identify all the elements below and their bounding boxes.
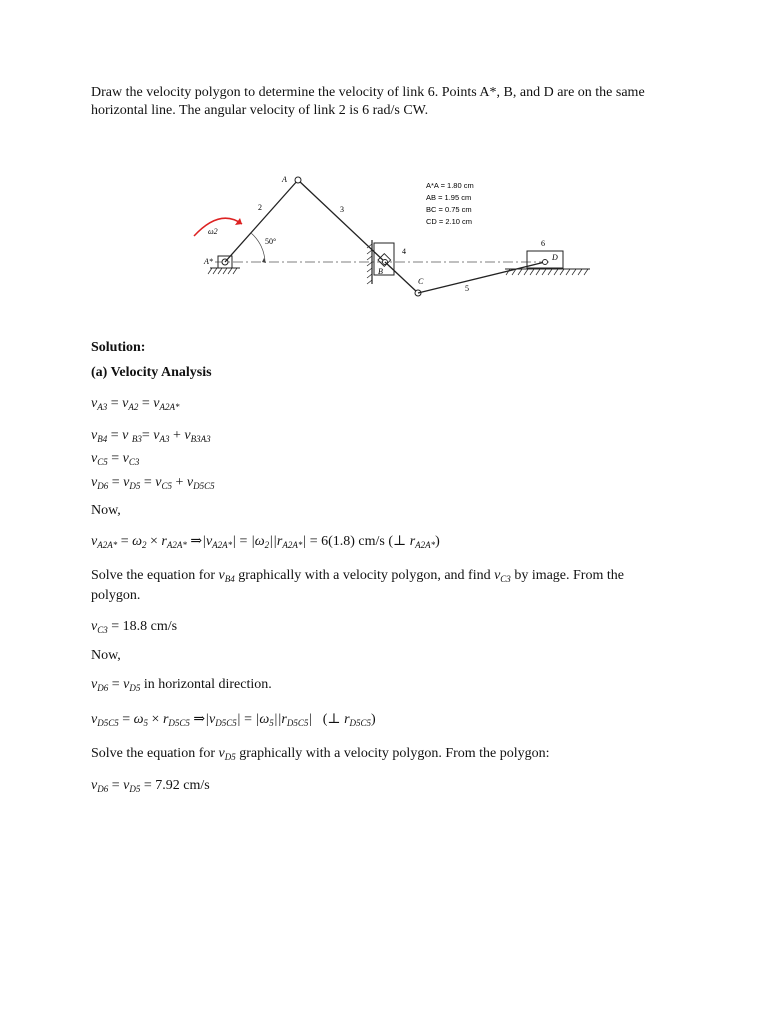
label-link-4: 4 <box>402 247 406 256</box>
polygon-word: polygon. <box>91 588 141 603</box>
omega-arrow <box>194 218 242 236</box>
label-d: D <box>552 253 558 262</box>
label-angle: 50° <box>265 237 277 246</box>
label-c: C <box>418 277 424 286</box>
solve-text-2: Solve the equation for $v_{D5}$ graphically with a velocity polygon. From the polygon: <box>91 746 550 762</box>
vc3-value: 18.8 cm/s <box>122 619 178 634</box>
problem-line-1: Draw the velocity polygon to determine the velocity of link 6. Points A*, B, and D are on the same <box>91 85 645 100</box>
solve1-a: Solve the equation for <box>91 568 216 583</box>
label-link-2: 2 <box>258 203 262 212</box>
equation-vd6: $v_{D6} = v_{D5} = 7.92$ cm/s <box>91 778 210 794</box>
link-3-extension <box>385 262 418 293</box>
equation-6: $v_{D5C5} = \omega_5 \times r_{D5C5}$ $\Rightarrow|v_{D5C5}| = |\omega_5||r_{D5C5}|$ (⊥ $r_{D5C5}$) <box>91 712 376 728</box>
label-link-3: 3 <box>340 205 344 214</box>
velocity-analysis-heading: (a) Velocity Analysis <box>91 365 212 380</box>
dim-line-3: BC = 0.75 cm <box>426 205 472 214</box>
horizontal-text: in horizontal direction. <box>143 677 272 692</box>
angle-arc <box>251 233 265 262</box>
label-a-star: A* <box>204 257 213 266</box>
solve2-b: graphically with a velocity polygon. From the polygon: <box>239 746 550 761</box>
label-link-5: 5 <box>465 284 469 293</box>
dim-line-2: AB = 1.95 cm <box>426 193 472 202</box>
horizontal-line: $v_{D6} = v_{D5}$ in horizontal direction. <box>91 677 272 693</box>
label-b: B <box>378 267 383 276</box>
equation-vc3: $v_{C3} = 18.8$ cm/s <box>91 619 178 635</box>
problem-line-2: horizontal line. The angular velocity of link 2 is 6 rad/s CW. <box>91 103 429 118</box>
label-a: A <box>282 175 287 184</box>
mechanism-figure <box>180 168 600 308</box>
slider-4-wall <box>367 240 394 284</box>
vd6-value: 7.92 cm/s <box>155 778 210 793</box>
dim-line-4: CD = 2.10 cm <box>426 217 473 226</box>
now-text-2: Now, <box>91 648 121 663</box>
equation-4: $v_{D6} = v_{D5} = v_{C5} + v_{D5C5}$ <box>91 475 215 491</box>
label-link-6: 6 <box>541 239 545 248</box>
solve1-c: by image. From the <box>514 568 624 583</box>
joint-a <box>295 177 301 183</box>
label-omega: ω2 <box>208 227 218 236</box>
equation-1: $v_{A3} = v_{A2} = v_{A2A*}$ <box>91 396 180 412</box>
dim-line-1: A*A = 1.80 cm <box>426 181 474 190</box>
equation-2: $v_{B4} = v$ $_{B3}= v_{A3} + v_{B3A3}$ <box>91 428 211 444</box>
solve-text-1: Solve the equation for $v_{B4}$ graphically with a velocity polygon, and find $v_{C3}$ by image. From the <box>91 568 624 584</box>
solve2-a: Solve the equation for <box>91 746 216 761</box>
eq-value: 6(1.8) cm/s <box>321 534 385 549</box>
problem-statement <box>91 84 691 120</box>
slider-6 <box>505 251 590 275</box>
equation-5: $v_{A2A*} = \omega_2 \times r_{A2A*}$ $\Rightarrow|v_{A2A*}| = |\omega_2||r_{A2A*}| = 6(1.8)$ cm/s (⊥ $r_{A2A*}$) <box>91 534 440 550</box>
solve1-b: graphically with a velocity polygon, and find <box>238 568 491 583</box>
now-text-1: Now, <box>91 503 121 518</box>
equation-3: $v_{C5} = v_{C3}$ <box>91 451 140 467</box>
solution-heading: Solution: <box>91 340 146 355</box>
link-5 <box>418 262 545 293</box>
